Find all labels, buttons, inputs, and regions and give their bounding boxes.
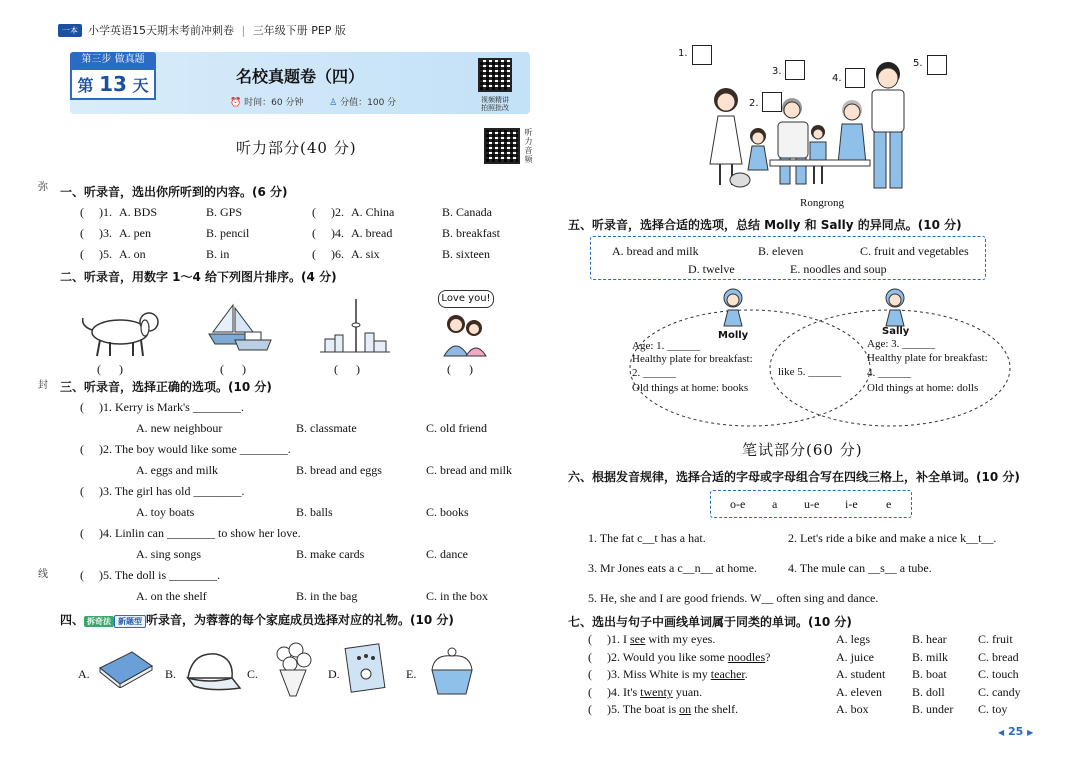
- card-picture: [344, 640, 390, 696]
- sally-age[interactable]: Age: 3. ______: [867, 338, 936, 350]
- sally-name: Sally: [882, 326, 910, 337]
- q7-option-a: A. juice: [836, 650, 874, 664]
- q5-option-b: B. eleven: [758, 244, 804, 258]
- answer-box-5[interactable]: [927, 55, 947, 75]
- exam-score: 分值：100 分: [340, 98, 397, 108]
- q1-option-b: B. in: [206, 247, 230, 261]
- family-caption: Rongrong: [800, 197, 844, 209]
- gift-label-b: B.: [165, 667, 177, 681]
- q2-answer-4[interactable]: ( ): [447, 362, 473, 376]
- next-arrow-icon: ▶: [1027, 728, 1034, 737]
- gift-label-c: C.: [247, 667, 259, 681]
- q7-option-b: B. under: [912, 702, 954, 716]
- q1-heading: 一、听录音，选出你所听到的内容。(6 分): [60, 185, 288, 199]
- q3-question[interactable]: ( )3. The girl has old ________.: [80, 484, 245, 498]
- q1-item[interactable]: ( )1. A. BDS: [80, 205, 158, 219]
- q6-letter: a: [772, 497, 778, 511]
- love-bubble: Love you!: [438, 290, 494, 308]
- sally-avatar: [882, 288, 908, 328]
- exam-time: 时间：60 分钟: [244, 98, 304, 108]
- q7-option-c: C. candy: [978, 685, 1021, 699]
- q5-option-c: C. fruit and vegetables: [860, 244, 969, 258]
- person-icon: ♙: [329, 98, 338, 108]
- q1-option-b: B. sixteen: [442, 247, 490, 261]
- q3-option-a: A. new neighbour: [136, 421, 223, 435]
- q1-option-b: B. pencil: [206, 226, 250, 240]
- page-number: ◀ 25 ▶: [998, 725, 1034, 738]
- q7-option-a: A. student: [836, 667, 886, 681]
- new-type-tag: 新题型: [114, 615, 146, 628]
- series-badge: 一本: [58, 24, 82, 37]
- gift-label-e: E.: [406, 667, 417, 681]
- q7-question[interactable]: ( )3. Miss White is my teacher.: [588, 667, 748, 681]
- q7-question[interactable]: ( )4. It's twenty yuan.: [588, 685, 703, 699]
- q7-option-a: A. eleven: [836, 685, 882, 699]
- q5-option-d: D. twelve: [688, 262, 735, 276]
- series-header: 小学英语15天期末考前冲刺卷 | 三年级下册 PEP 版: [88, 24, 346, 37]
- q1-item[interactable]: ( )5. A. on: [80, 247, 146, 261]
- q7-question[interactable]: ( )5. The boat is on the shelf.: [588, 702, 739, 716]
- q7-option-a: A. legs: [836, 632, 870, 646]
- q7-option-b: B. boat: [912, 667, 947, 681]
- gift-label-d: D.: [328, 667, 340, 681]
- q1-item[interactable]: ( )2. A. China: [312, 205, 395, 219]
- molly-avatar: [720, 288, 746, 328]
- family-label-1: 1.: [678, 48, 688, 59]
- clock-icon: ⏰: [230, 98, 242, 108]
- q2-answer-1[interactable]: ( ): [97, 362, 123, 376]
- q7-option-b: B. milk: [912, 650, 949, 664]
- family-label-4: 4.: [832, 73, 842, 84]
- qr-code-audio[interactable]: [484, 128, 520, 164]
- q7-option-c: C. fruit: [978, 632, 1013, 646]
- q2-answer-2[interactable]: ( ): [220, 362, 246, 376]
- sally-plate: Healthy plate for breakfast:: [867, 352, 988, 364]
- q3-option-a: A. eggs and milk: [136, 463, 218, 477]
- exam-meta: [230, 95, 396, 108]
- day-number: 13: [99, 72, 127, 96]
- q6-sentence-2[interactable]: 2. Let's ride a bike and make a nice k__t__.: [788, 531, 997, 545]
- q7-heading: 七、选出与句子中画线单词属于同类的单词。(10 分): [568, 615, 852, 629]
- q3-option-c: C. in the box: [426, 589, 488, 603]
- cupcake-picture: [426, 644, 478, 698]
- q7-option-b: B. hear: [912, 632, 947, 646]
- q3-option-c: C. books: [426, 505, 469, 519]
- q6-letter: u-e: [804, 497, 820, 511]
- q6-letter: e: [886, 497, 892, 511]
- q3-option-b: B. make cards: [296, 547, 365, 561]
- sally-old-things: Old things at home: dolls: [867, 382, 979, 394]
- q2-heading: 二、听录音，用数字 1～4 给下列图片排序。(4 分): [60, 270, 337, 284]
- side-mark-2: 封: [38, 380, 48, 391]
- sally-plate-blank[interactable]: 4. ______: [867, 367, 911, 379]
- side-mark-3: 线: [38, 569, 48, 580]
- venn-diagram: [620, 300, 1020, 430]
- q3-question[interactable]: ( )5. The doll is ________.: [80, 568, 221, 582]
- q3-question[interactable]: ( )2. The boy would like some ________.: [80, 442, 291, 456]
- q1-item[interactable]: ( )3. A. pen: [80, 226, 151, 240]
- writing-section-title: 笔试部分(60 分): [742, 441, 863, 459]
- molly-age[interactable]: Age: 1. ______: [632, 340, 701, 352]
- flowers-picture: [266, 640, 318, 700]
- q5-option-e: E. noodles and soup: [790, 262, 887, 276]
- molly-name: Molly: [718, 330, 749, 341]
- q3-option-b: B. in the bag: [296, 589, 358, 603]
- qr-caption-audio: 听力音频: [524, 128, 533, 164]
- dog-picture: [75, 300, 165, 360]
- q1-option-b: B. breakfast: [442, 226, 500, 240]
- q6-sentence-4[interactable]: 4. The mule can __s__ a tube.: [788, 561, 932, 575]
- day-tag: 第 13 天: [70, 68, 156, 100]
- q7-option-c: C. bread: [978, 650, 1019, 664]
- q7-question[interactable]: ( )1. I see with my eyes.: [588, 632, 716, 646]
- step-tag: 第三步 做真题: [70, 52, 156, 68]
- q6-sentence-1[interactable]: 1. The fat c__t has a hat.: [588, 531, 706, 545]
- family-label-2: 2.: [749, 98, 759, 109]
- exam-title: 名校真题卷（四）: [235, 67, 364, 86]
- q6-sentence-5[interactable]: 5. He, she and I are good friends. W__ often sing and dance.: [588, 591, 879, 605]
- q3-option-a: A. toy boats: [136, 505, 195, 519]
- q2-answer-3[interactable]: ( ): [334, 362, 360, 376]
- q7-option-c: C. touch: [978, 667, 1019, 681]
- q3-option-c: C. dance: [426, 547, 468, 561]
- q7-option-a: A. box: [836, 702, 869, 716]
- grade-label: 三年级下册 PEP 版: [252, 24, 346, 37]
- city-tower-picture: [320, 297, 390, 357]
- q3-option-c: C. old friend: [426, 421, 487, 435]
- qr-code-video[interactable]: [478, 58, 512, 92]
- cap-picture: [180, 648, 242, 694]
- listening-section-title: 听力部分(40 分): [236, 139, 357, 157]
- book-picture: [96, 648, 154, 688]
- q3-option-a: A. on the shelf: [136, 589, 207, 603]
- q4-heading: 四、 拆奇法 新题型 听录音，为蓉蓉的每个家庭成员选择对应的礼物。(10 分): [60, 613, 454, 627]
- side-mark-1: 弥: [38, 182, 48, 193]
- mother-daughter-picture: [436, 310, 496, 358]
- q6-sentence-3[interactable]: 3. Mr Jones eats a c__n__ at home.: [588, 561, 757, 575]
- q5-option-a: A. bread and milk: [612, 244, 699, 258]
- common-blank[interactable]: like 5. ______: [778, 366, 842, 378]
- q3-option-b: B. bread and eggs: [296, 463, 382, 477]
- q1-item[interactable]: ( )4. A. bread: [312, 226, 393, 240]
- family-label-5: 5.: [913, 58, 923, 69]
- series-title: 小学英语15天期末考前冲刺卷: [88, 24, 234, 37]
- q3-option-b: B. balls: [296, 505, 333, 519]
- gift-label-a: A.: [78, 667, 90, 681]
- molly-old-things: Old things at home: books: [632, 382, 749, 394]
- q7-option-b: B. doll: [912, 685, 945, 699]
- q3-option-b: B. classmate: [296, 421, 357, 435]
- q3-option-a: A. sing songs: [136, 547, 202, 561]
- q6-letter: i-e: [845, 497, 858, 511]
- q6-letter: o-e: [730, 497, 746, 511]
- q3-question[interactable]: ( )1. Kerry is Mark's ________.: [80, 400, 244, 414]
- q1-item[interactable]: ( )6. A. six: [312, 247, 380, 261]
- q1-option-b: B. GPS: [206, 205, 243, 219]
- q7-question[interactable]: ( )2. Would you like some noodles?: [588, 650, 771, 664]
- q3-question[interactable]: ( )4. Linlin can ________ to show her love.: [80, 526, 301, 540]
- q3-option-c: C. bread and milk: [426, 463, 512, 477]
- molly-plate: Healthy plate for breakfast:: [632, 353, 753, 365]
- ships-picture: [205, 300, 275, 355]
- tip-tag: 拆奇法: [84, 616, 114, 627]
- family-label-3: 3.: [772, 66, 782, 77]
- prev-arrow-icon: ◀: [998, 728, 1005, 737]
- q3-heading: 三、听录音，选择正确的选项。(10 分): [60, 380, 272, 394]
- molly-plate-blank[interactable]: 2. ______: [632, 367, 676, 379]
- q5-heading: 五、听录音，选择合适的选项，总结 Molly 和 Sally 的异同点。(10 分): [568, 218, 962, 232]
- qr-caption-video: 视频精讲 拍照批改: [481, 96, 509, 112]
- q7-option-c: C. toy: [978, 702, 1008, 716]
- family-picture: [700, 60, 930, 195]
- q1-option-b: B. Canada: [442, 205, 492, 219]
- q6-heading: 六、根据发音规律，选择合适的字母或字母组合写在四线三格上，补全单词。(10 分): [568, 470, 1020, 484]
